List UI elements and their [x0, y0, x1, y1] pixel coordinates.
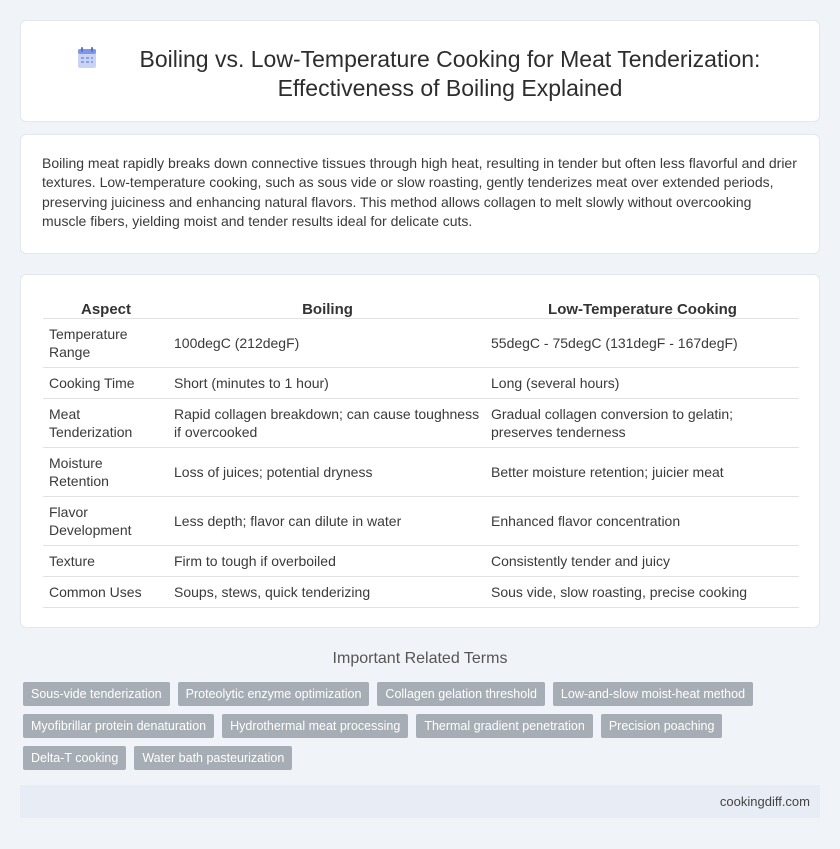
table-row [43, 367, 799, 398]
table-header-row [43, 297, 799, 318]
header-aspect: Aspect [43, 297, 169, 318]
header-low-temp: Low-Temperature Cooking [486, 297, 799, 318]
table-row [43, 576, 799, 607]
related-term-tag[interactable]: Thermal gradient penetration [416, 714, 593, 738]
table-cell: Soups, stews, quick tenderizing [169, 576, 486, 607]
intro-paragraph: Boiling meat rapidly breaks down connective tissues through high heat, resulting in tender but often less flavorful and drier textures. Low-temperature cooking, such as sous vide or slow roasting, gently tenderizes meat over extended periods, preserving juiciness and enhancing natural flavors. This method allows collagen to melt slowly without overcooking muscle fibers, yielding moist and tender results ideal for delicate cuts. [42, 155, 797, 230]
table-cell: Texture [43, 545, 169, 576]
related-term-tag[interactable]: Hydrothermal meat processing [222, 714, 408, 738]
page-title: Boiling vs. Low-Temperature Cooking for Meat Tenderization: Effectiveness of Boiling Explained [139, 46, 761, 101]
related-terms-heading: Important Related Terms [332, 650, 508, 667]
intro-card [20, 134, 820, 254]
table-cell: Sous vide, slow roasting, precise cooking [486, 576, 799, 607]
table-cell: Loss of juices; potential dryness [169, 447, 486, 496]
title-card [20, 20, 820, 122]
table-cell: Moisture Retention [43, 447, 169, 496]
table-cell: Less depth; flavor can dilute in water [169, 496, 486, 545]
comparison-table [43, 297, 799, 608]
footer-site-link[interactable]: cookingdiff.com [719, 794, 810, 809]
related-term-tag[interactable]: Sous-vide tenderization [23, 682, 170, 706]
table-cell: Flavor Development [43, 496, 169, 545]
table-row [43, 398, 799, 447]
table-row [43, 496, 799, 545]
table-cell: Gradual collagen conversion to gelatin; preserves tenderness [486, 398, 799, 447]
table-cell: 100degC (212degF) [169, 318, 486, 367]
related-terms-list [23, 682, 803, 770]
table-cell: Enhanced flavor concentration [486, 496, 799, 545]
related-term-tag[interactable]: Collagen gelation threshold [377, 682, 545, 706]
related-term-tag[interactable]: Myofibrillar protein denaturation [23, 714, 214, 738]
table-cell: 55degC - 75degC (131degF - 167degF) [486, 318, 799, 367]
comparison-card [20, 274, 820, 628]
footer-bar [20, 785, 820, 818]
table-cell: Common Uses [43, 576, 169, 607]
table-cell: Temperature Range [43, 318, 169, 367]
table-cell: Meat Tenderization [43, 398, 169, 447]
related-term-tag[interactable]: Delta-T cooking [23, 746, 126, 770]
table-cell: Better moisture retention; juicier meat [486, 447, 799, 496]
related-term-tag[interactable]: Precision poaching [601, 714, 723, 738]
table-cell: Rapid collagen breakdown; can cause toughness if overcooked [169, 398, 486, 447]
table-cell: Consistently tender and juicy [486, 545, 799, 576]
table-row [43, 318, 799, 367]
table-cell: Cooking Time [43, 367, 169, 398]
related-term-tag[interactable]: Water bath pasteurization [134, 746, 292, 770]
header-boiling: Boiling [169, 297, 486, 318]
table-cell: Firm to tough if overboiled [169, 545, 486, 576]
table-row [43, 447, 799, 496]
related-term-tag[interactable]: Proteolytic enzyme optimization [178, 682, 370, 706]
related-term-tag[interactable]: Low-and-slow moist-heat method [553, 682, 753, 706]
table-cell: Short (minutes to 1 hour) [169, 367, 486, 398]
table-cell: Long (several hours) [486, 367, 799, 398]
table-row [43, 545, 799, 576]
